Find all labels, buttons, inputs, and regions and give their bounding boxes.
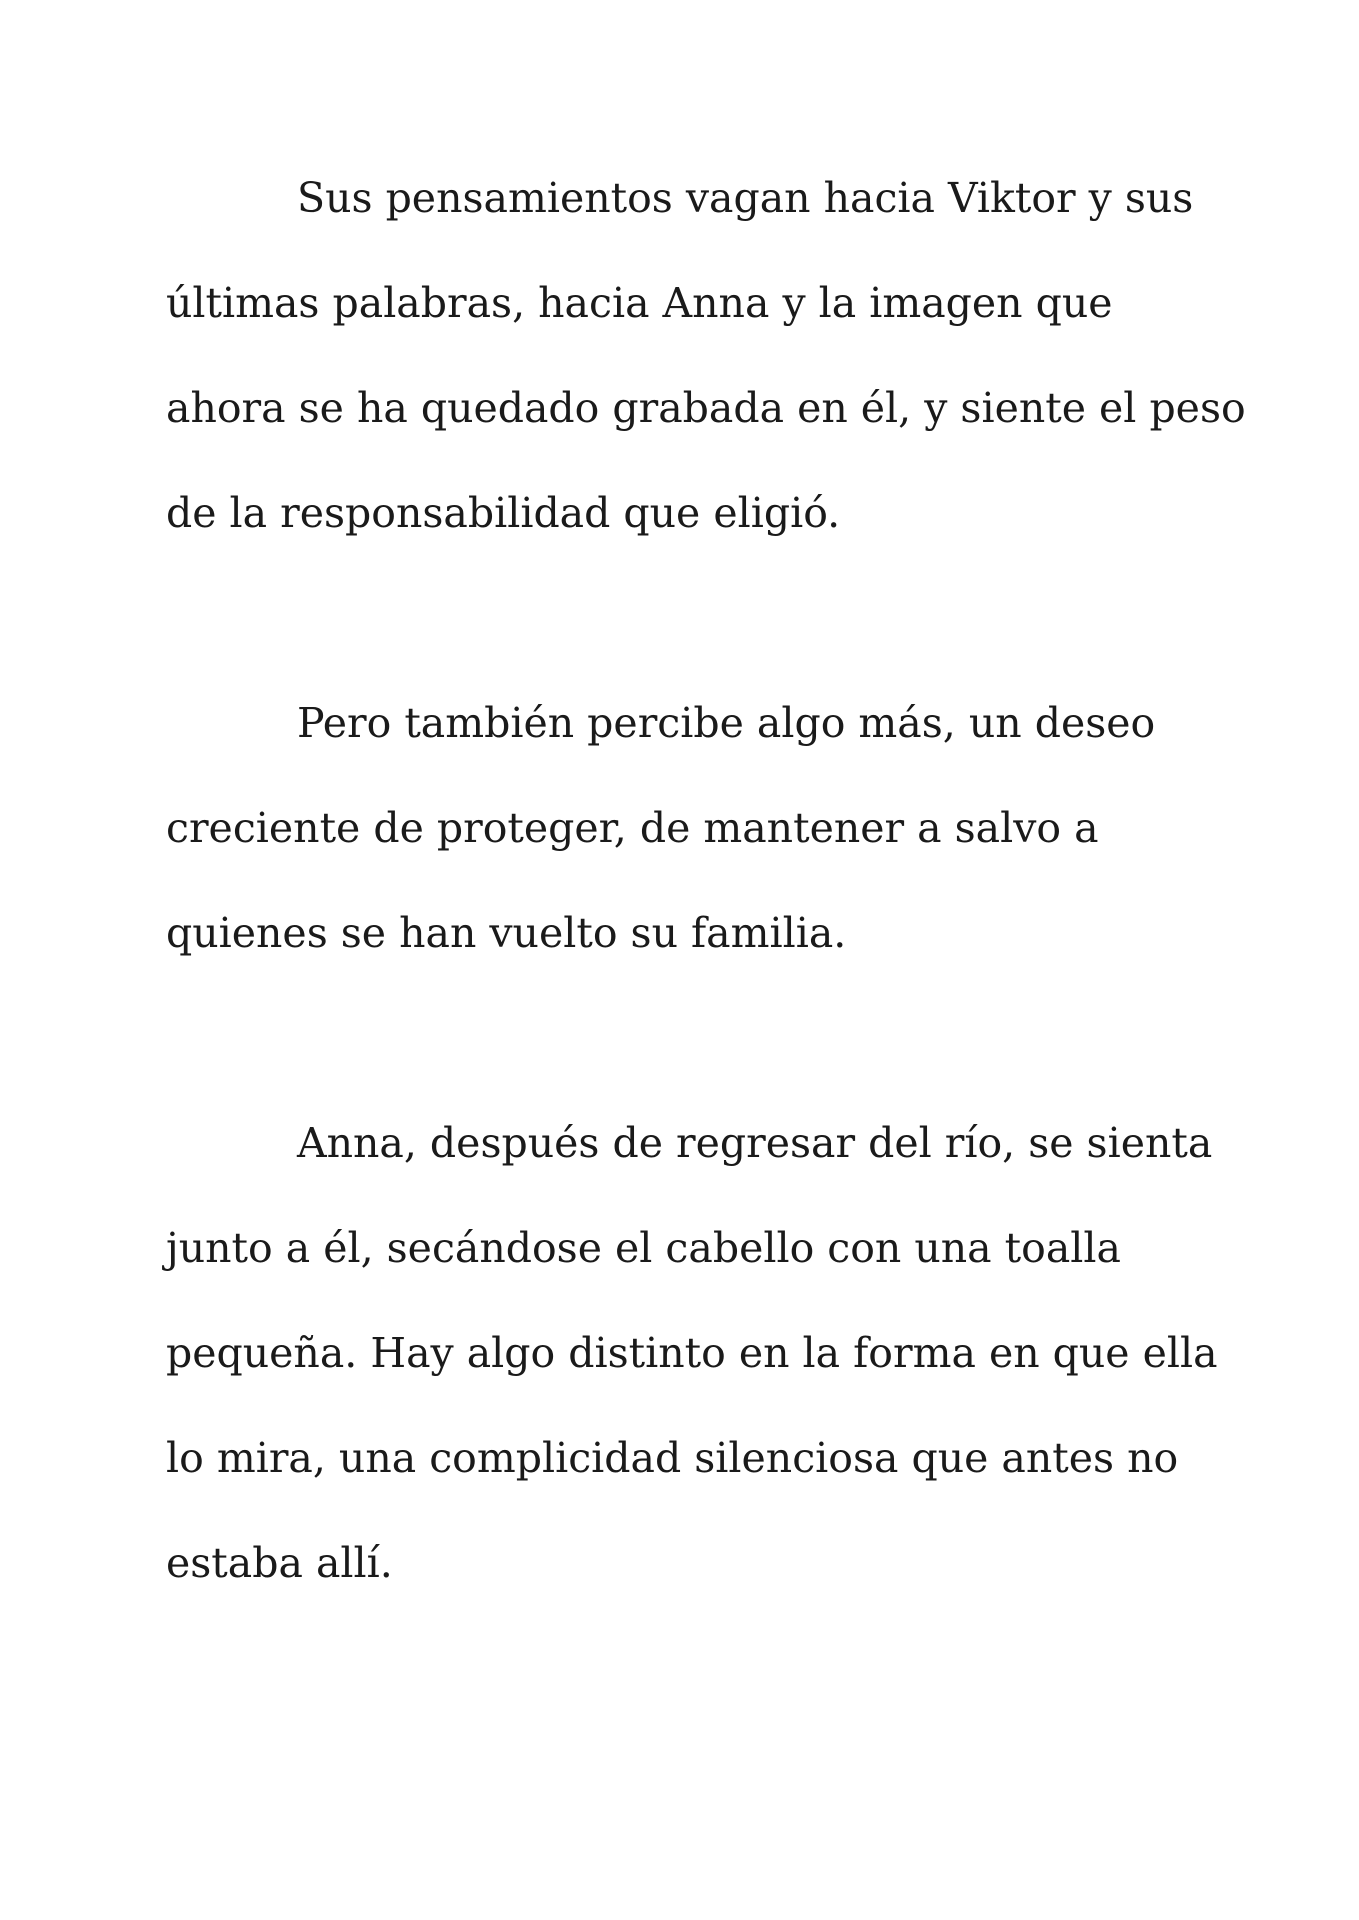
paragraph-line: quienes se han vuelto su familia. <box>166 909 847 957</box>
paragraph-line: creciente de proteger, de mantener a salvo a <box>166 804 1099 852</box>
paragraph-3 <box>166 1108 1218 1633</box>
paragraph-line: pequeña. Hay algo distinto en la forma en que ella <box>166 1329 1218 1377</box>
paragraph-line: de la responsabilidad que eligió. <box>166 489 841 537</box>
paragraph-line: junto a él, secándose el cabello con una toalla <box>166 1224 1121 1272</box>
paragraph-1 <box>166 163 1246 583</box>
paragraph-line: Sus pensamientos vagan hacia Viktor y sus <box>297 174 1194 222</box>
paragraph-spacer <box>166 583 1206 688</box>
paragraph-line: Anna, después de regresar del río, se sienta <box>297 1119 1213 1167</box>
paragraph-2 <box>166 688 1206 1003</box>
paragraph-line: estaba allí. <box>166 1539 393 1587</box>
paragraph-line: ahora se ha quedado grabada en él, y siente el peso <box>166 384 1246 432</box>
body-text <box>166 163 1246 1633</box>
paragraph-line: Pero también percibe algo más, un deseo <box>297 699 1156 747</box>
paragraph-line: últimas palabras, hacia Anna y la imagen que <box>166 279 1113 327</box>
paragraph-spacer <box>166 1003 1206 1108</box>
paragraph-line: lo mira, una complicidad silenciosa que antes no <box>166 1434 1179 1482</box>
